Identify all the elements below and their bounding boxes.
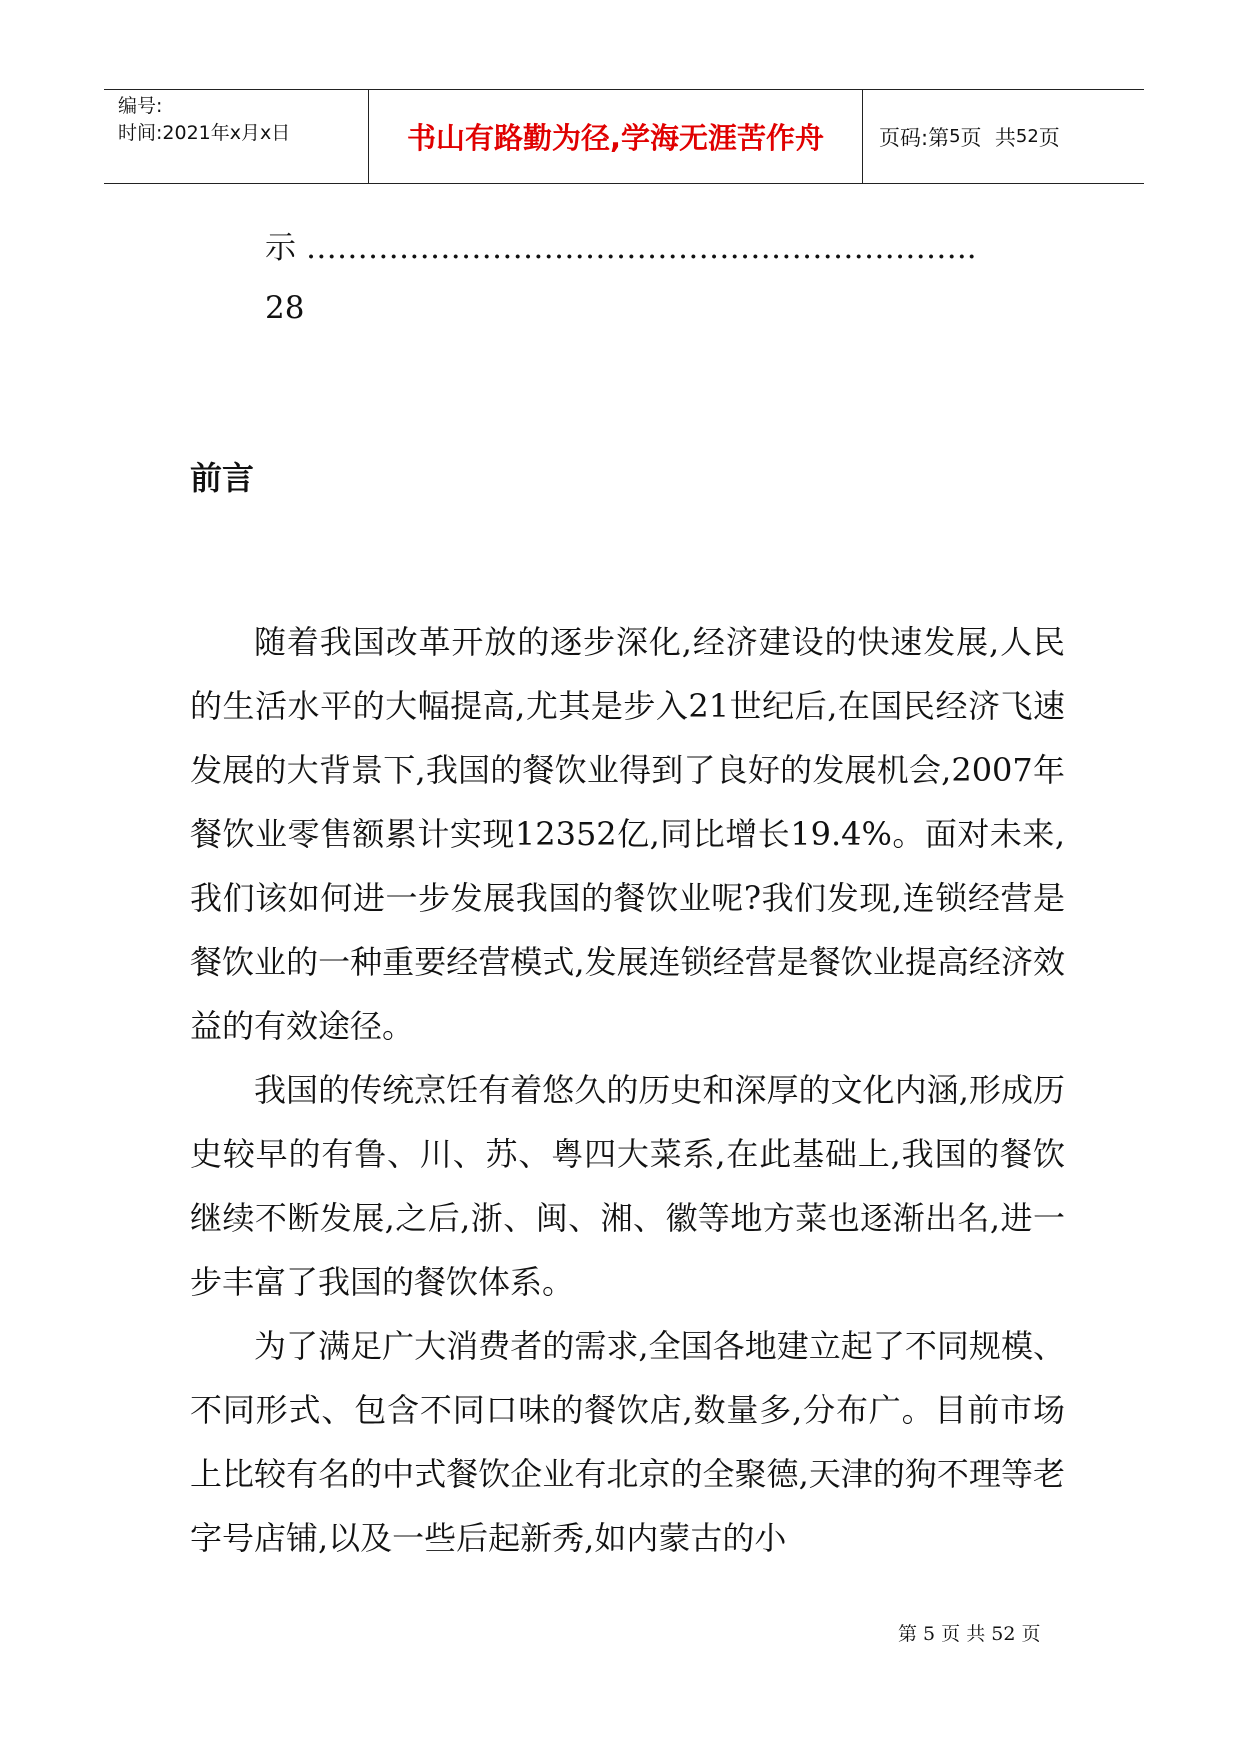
page-header [104, 89, 1144, 184]
page-label-mid: 页 共 [960, 125, 1016, 150]
paragraph: 为了满足广大消费者的需求,全国各地建立起了不同规模、不同形式、包含不同口味的餐饮店,数量多,分布广。目前市场上比较有名的中式餐饮企业有北京的全聚德,天津的狗不理等老字号店铺,以及一些后起新秀,如内蒙古的小 [190, 1327, 1065, 1557]
page-label-suffix: 页 [1038, 125, 1060, 150]
toc-entry-page: 28 [265, 290, 305, 326]
paragraph: 随着我国改革开放的逐步深化,经济建设的快速发展,人民的生活水平的大幅提高,尤其是步入21世纪后,在国民经济飞速发展的大背景下,我国的餐饮业得到了良好的发展机会,2007年餐饮业零售额累计实现12352亿,同比增长19.4%。面对未来,我们该如何进一步发展我国的餐饮业呢?我们发现,连锁经营是餐饮业的一种重要经营模式,发展连锁经营是餐饮业提高经济效益的有效途径。 [190, 623, 1065, 1045]
paragraph: 我国的传统烹饪有着悠久的历史和深厚的文化内涵,形成历史较早的有鲁、川、苏、粤四大菜系,在此基础上,我国的餐饮继续不断发展,之后,浙、闽、湘、徽等地方菜也逐渐出名,进一步丰富了我国的餐饮体系。 [190, 1071, 1065, 1301]
header-motto: 书山有路勤为径,学海无涯苦作舟 [369, 90, 863, 183]
page-current: 5 [949, 126, 961, 147]
doc-code-label: 编号: [118, 95, 163, 117]
section-title: 前言 [190, 459, 255, 497]
body-text [190, 610, 1065, 1570]
header-meta [104, 90, 369, 183]
page-total: 52 [1015, 126, 1039, 147]
page-label-prefix: 页码:第 [879, 125, 950, 150]
page-footer: 第 5 页 共 52 页 [898, 1623, 1041, 1645]
header-page-info [863, 90, 1144, 183]
doc-time-label: 时间:2021年x月x日 [118, 122, 291, 144]
toc-entry-text: 示 ……………………………………………………….. [265, 230, 977, 266]
